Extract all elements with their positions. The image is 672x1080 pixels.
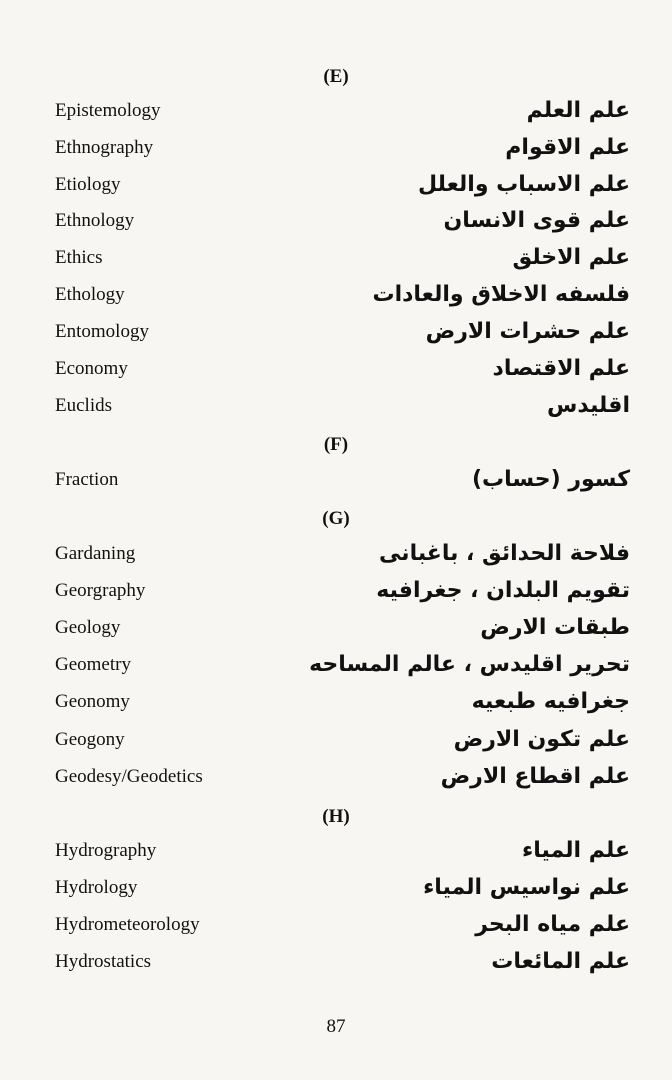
english-term: Hydrology (55, 877, 138, 898)
entry-row (0, 172, 672, 209)
english-term: Geonomy (55, 691, 130, 712)
arabic-term: علم نواسيس المياء (423, 875, 630, 900)
english-term: Ethnography (55, 137, 154, 158)
entry-row (0, 393, 672, 430)
entry-row (0, 689, 672, 726)
arabic-term: تحرير اقليدس ، عالم المساحه (309, 652, 630, 677)
arabic-term: علم الاخلق (512, 245, 630, 270)
arabic-term: علم الاقوام (505, 135, 630, 160)
entry-row (0, 356, 672, 393)
arabic-term: علم المياء (522, 838, 630, 863)
english-term: Entomology (55, 321, 149, 342)
arabic-term: فلسفه الاخلاق والعادات (372, 282, 630, 307)
section-letter-e: (E) (323, 66, 349, 87)
entry-row (0, 98, 672, 135)
english-term: Euclids (55, 395, 112, 416)
english-term: Hydrography (55, 840, 157, 861)
english-term: Economy (55, 358, 128, 379)
arabic-term: تقويم البلدان ، جغرافيه (376, 578, 630, 603)
entry-row (0, 467, 672, 504)
section-letter-g: (G) (322, 508, 350, 529)
entry-row (0, 838, 672, 875)
english-term: Georgraphy (55, 580, 146, 601)
arabic-term: علم اقطاع الارض (440, 764, 630, 789)
english-term: Geology (55, 617, 121, 638)
arabic-term: علم حشرات الارض (425, 319, 630, 344)
section-letter-f: (F) (323, 434, 349, 455)
english-term: Etiology (55, 174, 121, 195)
entry-row (0, 652, 672, 689)
arabic-term: علم قوى الانسان (443, 208, 630, 233)
entry-row (0, 764, 672, 801)
arabic-term: فلاحة الحدائق ، باغبانى (379, 541, 630, 566)
english-term: Gardaning (55, 543, 136, 564)
english-term: Ethics (55, 247, 103, 268)
arabic-term: علم العلم (526, 98, 630, 123)
arabic-term: طبقات الارض (480, 615, 630, 640)
page-number: 87 (326, 1016, 346, 1037)
entry-row (0, 912, 672, 949)
arabic-term: جغرافيه طبعيه (471, 689, 630, 714)
english-term: Geogony (55, 729, 125, 750)
entry-row (0, 135, 672, 172)
entry-row (0, 949, 672, 986)
entry-row (0, 578, 672, 615)
arabic-term: علم مياه البحر (475, 912, 630, 937)
entry-row (0, 615, 672, 652)
entry-row (0, 541, 672, 578)
english-term: Ethology (55, 284, 125, 305)
english-term: Hydrostatics (55, 951, 152, 972)
section-letter-h: (H) (322, 806, 350, 827)
entry-row (0, 875, 672, 912)
arabic-term: اقليدس (547, 393, 630, 418)
arabic-term: علم الاقتصاد (492, 356, 630, 381)
arabic-term: علم المائعات (491, 949, 630, 974)
entry-row (0, 245, 672, 282)
english-term: Geometry (55, 654, 131, 675)
arabic-term: كسور (حساب) (471, 467, 630, 492)
english-term: Fraction (55, 469, 119, 490)
english-term: Hydrometeorology (55, 914, 200, 935)
arabic-term: علم تكون الارض (453, 727, 630, 752)
entry-row (0, 208, 672, 245)
english-term: Epistemology (55, 100, 161, 121)
english-term: Ethnology (55, 210, 135, 231)
entry-row (0, 727, 672, 764)
entry-row (0, 319, 672, 356)
english-term: Geodesy/Geodetics (55, 766, 203, 787)
entry-row (0, 282, 672, 319)
arabic-term: علم الاسباب والعلل (418, 172, 630, 197)
